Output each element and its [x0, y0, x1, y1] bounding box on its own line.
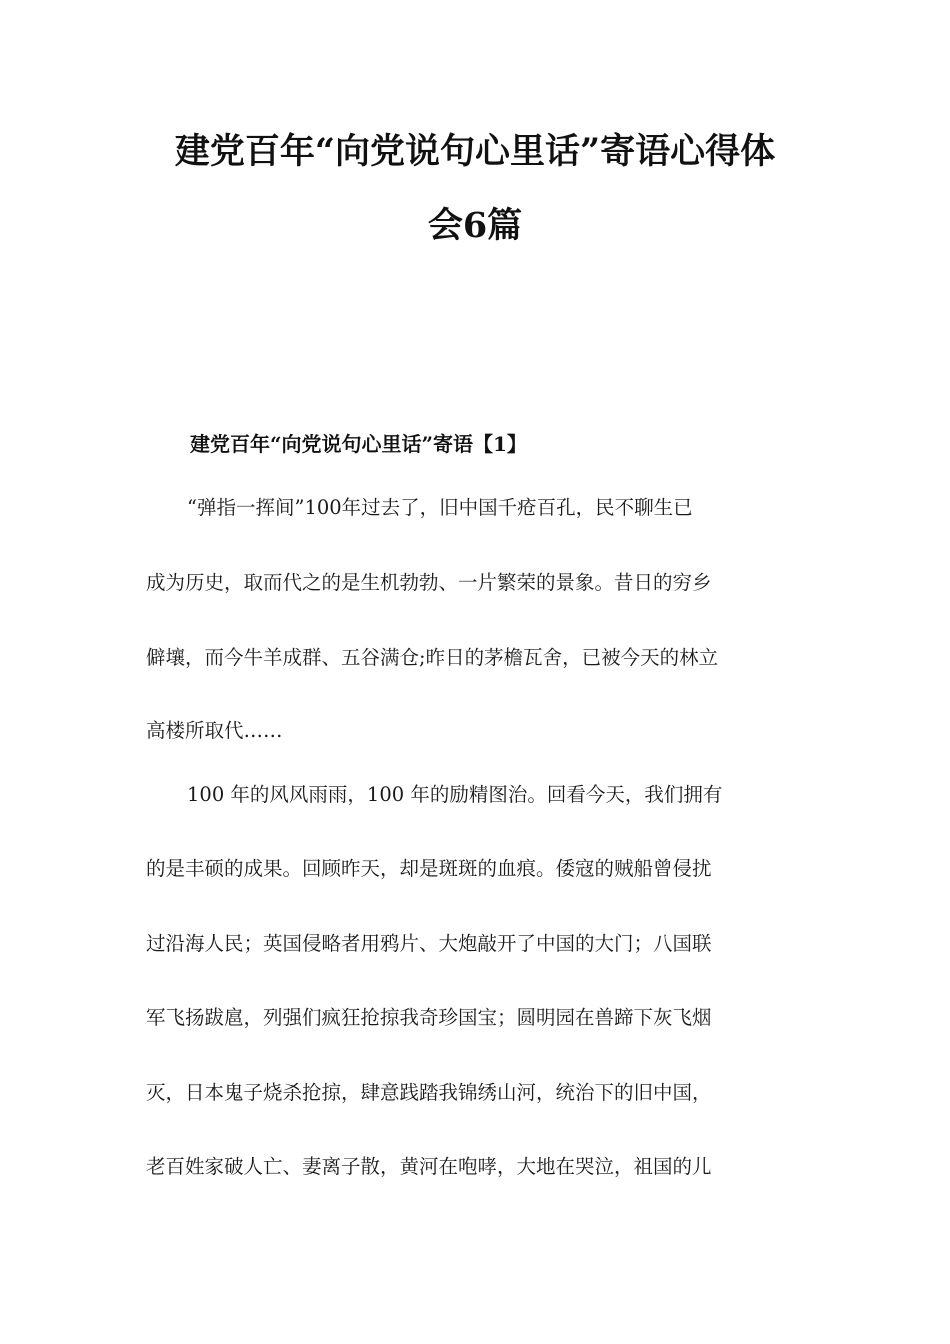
body-text-line: “弹指一挥间”100年过去了，旧中国千疮百孔，民不聊生已: [187, 496, 693, 519]
document-title-line-1: 建党百年“向党说句心里话”寄语心得体: [174, 131, 776, 172]
body-text-line: 100 年的风风雨雨，100 年的励精图治。回看今天，我们拥有: [187, 783, 723, 806]
body-text-line: 过沿海人民；英国侵略者用鸦片、大炮敲开了中国的大门；八国联: [146, 932, 712, 955]
body-text-line: 军飞扬跋扈，列强们疯狂抢掠我奇珍国宝；圆明园在兽蹄下灰飞烟: [146, 1006, 712, 1029]
section-heading: 建党百年“向党说句心里话”寄语【1】: [190, 432, 527, 456]
body-text-line: 灭，日本鬼子烧杀抢掠，肆意践踏我锦绣山河，统治下的旧中国，: [146, 1081, 712, 1104]
body-text-line: 老百姓家破人亡、妻离子散，黄河在咆哮，大地在哭泣，祖国的儿: [146, 1155, 712, 1178]
body-text-line: 高楼所取代……: [146, 719, 283, 742]
body-text-line: 成为历史，取而代之的是生机勃勃、一片繁荣的景象。昔日的穷乡: [146, 571, 712, 594]
document-title-line-2: 会6篇: [427, 205, 523, 246]
body-text-line: 僻壤，而今牛羊成群、五谷满仓;昨日的茅檐瓦舍，已被今天的林立: [146, 646, 719, 669]
body-text-line: 的是丰硕的成果。回顾昨天，却是斑斑的血痕。倭寇的贼船曾侵扰: [146, 857, 712, 880]
